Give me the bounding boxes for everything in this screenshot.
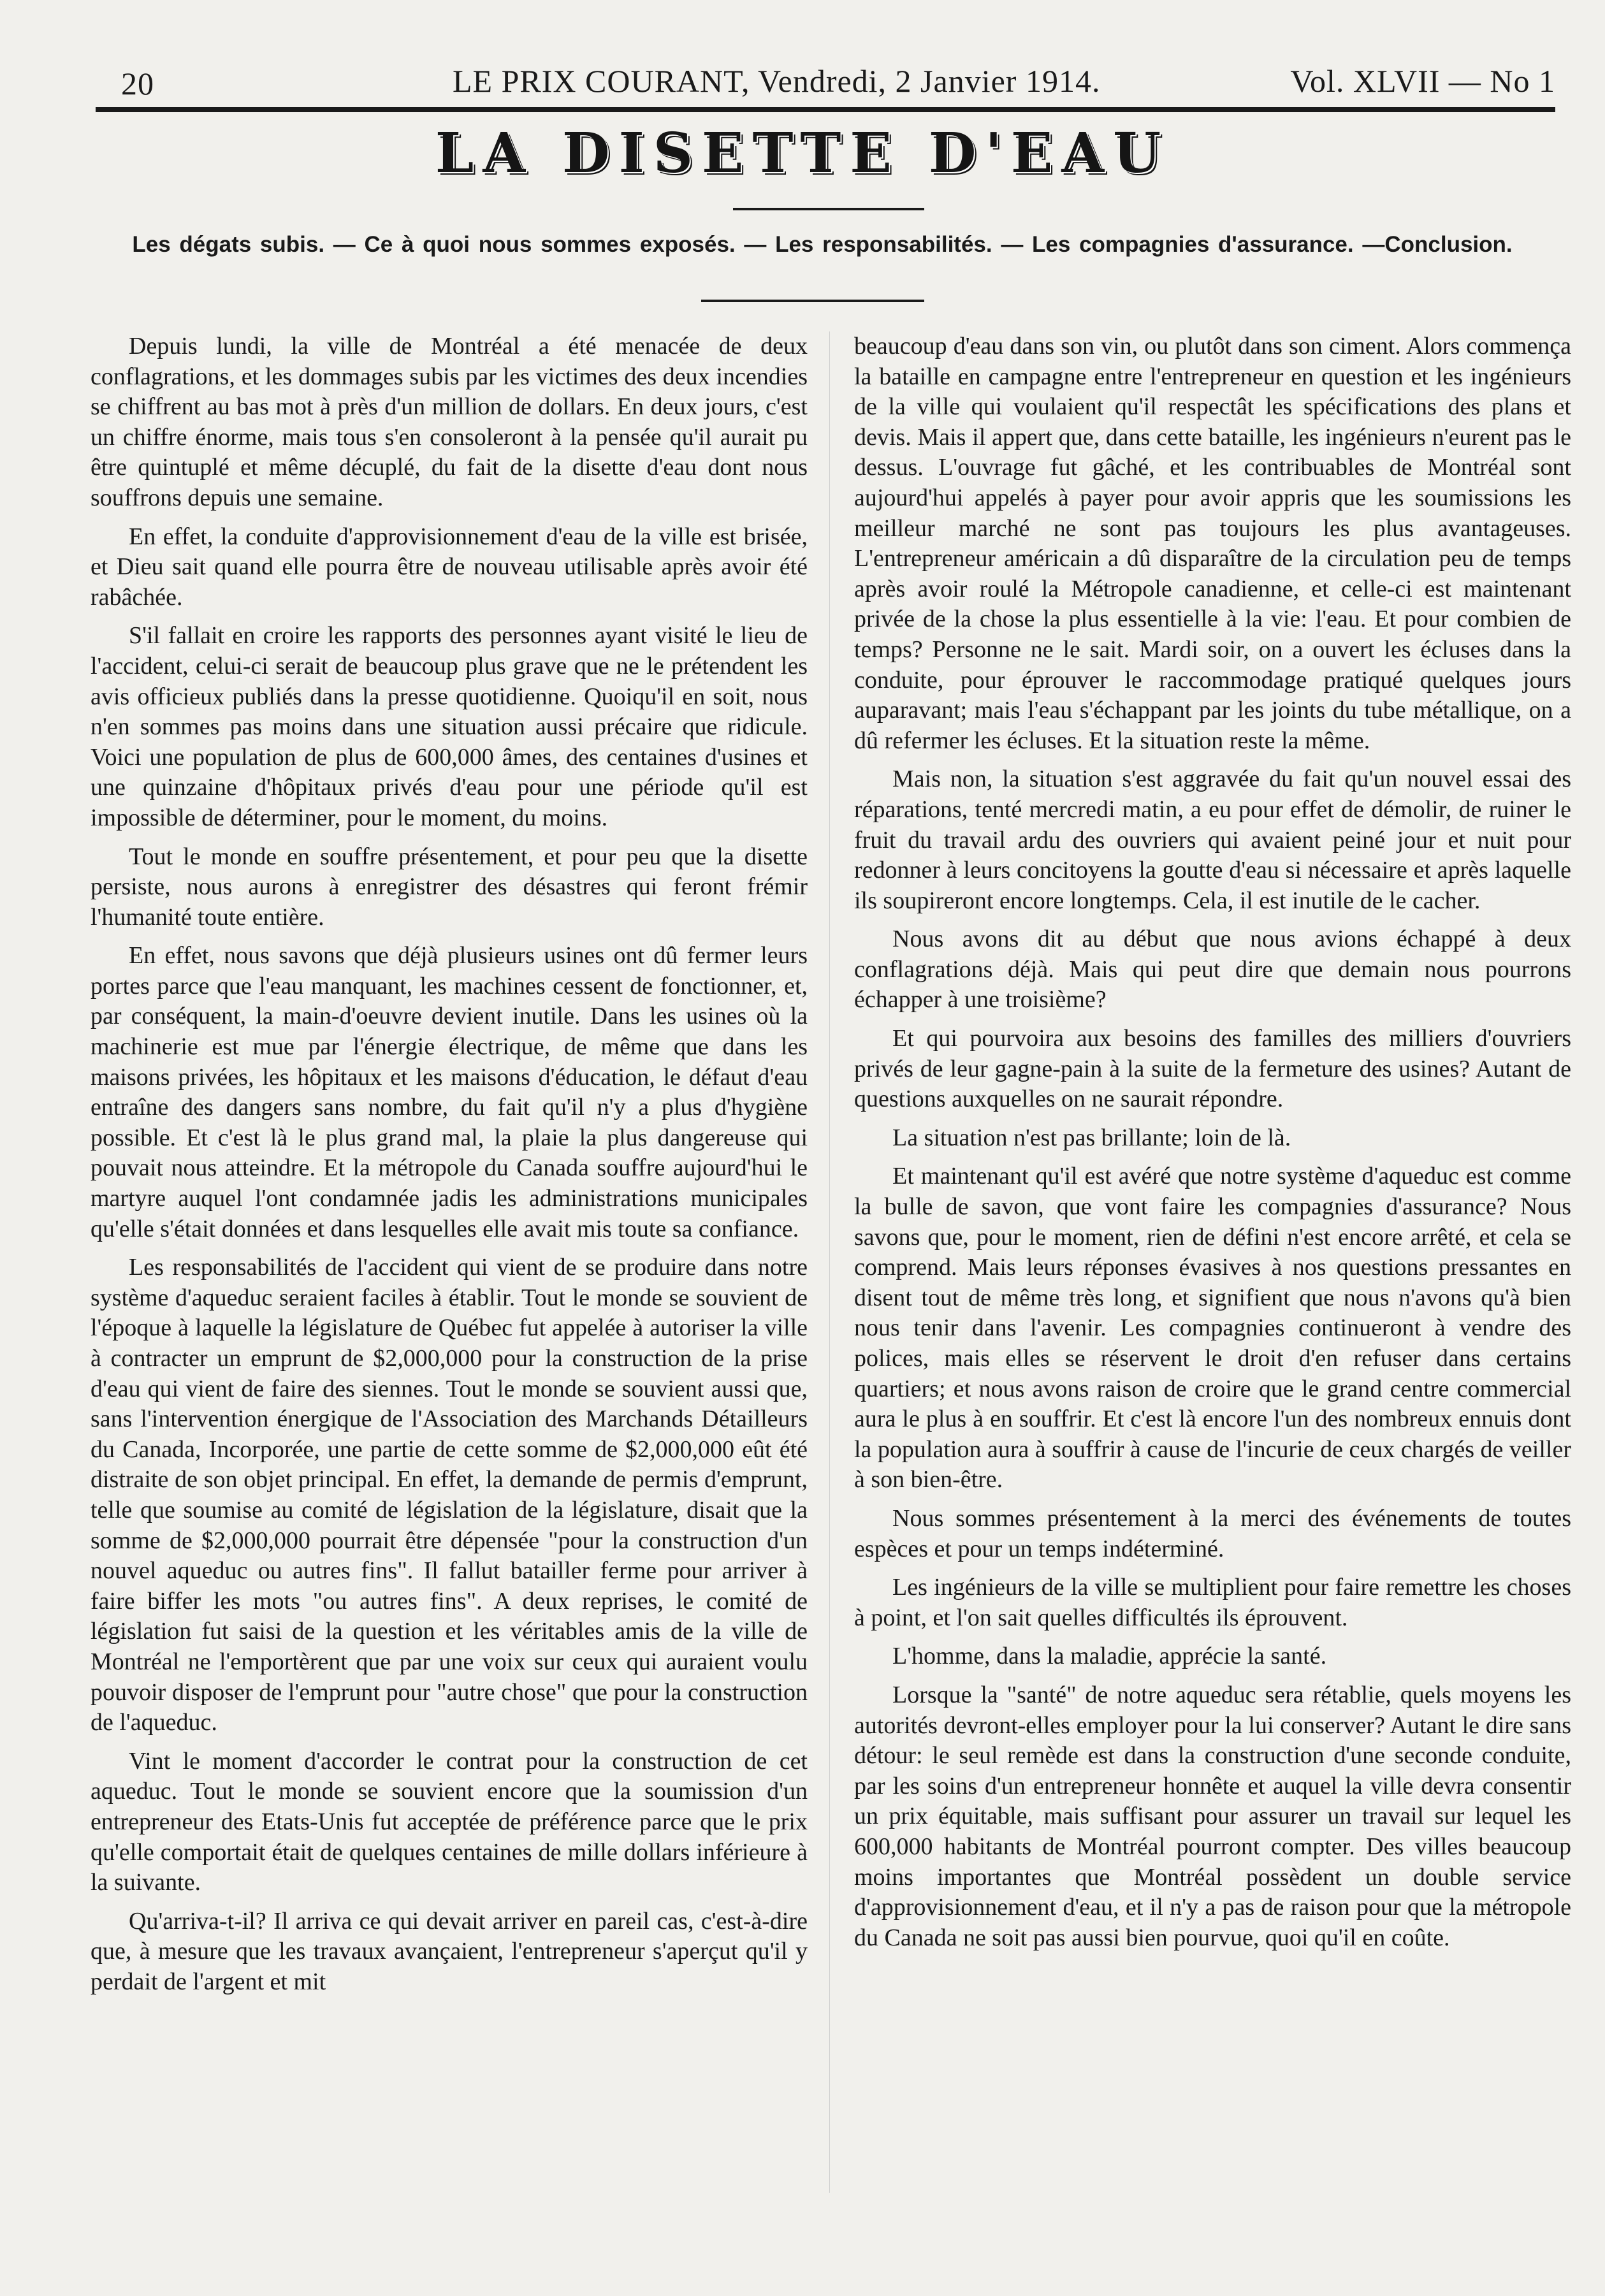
paragraph: La situation n'est pas brillante; loin de là. [892, 1124, 1291, 1151]
subtitle-rule [701, 300, 924, 302]
paragraph: En effet, nous savons que déjà plusieurs usines ont dû fermer leurs portes parce que l'eau manquant, les machines cessent de fonctionner, et, par conséquent, la main-d'oeuvre devient inutile. Dans les usines où la machinerie est mue par l'énergie électrique, de même que dans les maisons privées, les hôpitaux et les maisons d'éducation, le défaut d'eau entraîne des dangers sans nombre, du fait qu'il n'y a plus d'hygiène possible. Et c'est là le plus grand mal, la plaie la plus dangereuse qui pouvait nous atteindre. Et la métropole du Canada souffre aujourd'hui le martyre auquel l'ont condamnée jadis les administrations municipales qu'elle s'était données et dans lesquelles elle avait mis toute sa confiance. [91, 942, 808, 1242]
paragraph: beaucoup d'eau dans son vin, ou plutôt dans son ciment. Alors commença la bataille en campagne entre l'entrepreneur en question et les ingénieurs de la ville qui voulaient qu'il respectât les spécifications des plans et devis. Mais il appert que, dans cette bataille, les ingénieurs n'eurent pas le dessus. L'ouvrage fut gâché, et les contribuables de Montréal sont aujourd'hui appelés à payer pour avoir appris que les soumissions les meilleur marché ne sont pas toujours les plus avantageuses. L'entrepreneur américain a dû disparaître de la circulation peu de temps après avoir roulé la Métropole canadienne, et celle-ci est maintenant privée de la chose la plus essentielle à la vie: l'eau. Et pour combien de temps? Personne ne le sait. Mardi soir, on a ouvert les écluses dans la conduite, pour éprouver le raccommodage pratiqué quelques jours auparavant; mais l'eau s'échappant par les joints du tube métallique, on a dû refermer les écluses. Et la situation reste la même. [854, 333, 1571, 754]
title-rule [733, 208, 924, 210]
column-gutter [829, 331, 830, 2193]
page-number: 20 [121, 66, 154, 101]
paragraph: Vint le moment d'accorder le contrat pour la construction de cet aqueduc. Tout le monde se souvient encore que la soumission d'un entrepreneur des Etats-Unis fut acceptée de préférence parce que le prix qu'elle comportait était de quelques centaines de mille dollars inférieure à la suivante. [91, 1747, 808, 1896]
header-rule [96, 107, 1555, 112]
paragraph: Qu'arriva-t-il? Il arriva ce qui devait arriver en pareil cas, c'est-à-dire que, à mesure que les travaux avançaient, l'entrepreneur s'aperçut qu'il y perdait de l'argent et mit [91, 1907, 808, 1995]
paragraph: Nous sommes présentement à la merci des événements de toutes espèces et pour un temps indéterminé. [854, 1504, 1571, 1562]
paragraph: S'il fallait en croire les rapports des personnes ayant visité le lieu de l'accident, celui-ci serait de beaucoup plus grave que ne le prétendent les avis officieux publiés dans la presse quotidienne. Quoiqu'il en soit, nous n'en sommes pas moins dans une situation aussi précaire que ridicule. Voici une population de plus de 600,000 âmes, des centaines d'usines et une quinzaine d'hôpitaux privés d'eau pour une période qu'il est impossible de déterminer, pour le moment, du moins. [91, 622, 808, 831]
paragraph: Mais non, la situation s'est aggravée du fait qu'un nouvel essai des réparations, tenté mercredi matin, a eu pour effet de démolir, de ruiner le fruit du travail ardu des ouvriers qui avaient peiné jour et nuit pour redonner à leurs concitoyens la goutte d'eau si nécessaire et après laquelle ils soupireront encore longtemps. Cela, il est inutile de le cacher. [854, 766, 1571, 914]
page-header [96, 56, 1555, 107]
column-right [854, 331, 1571, 1953]
paragraph: En effet, la conduite d'approvisionnement d'eau de la ville est brisée, et Dieu sait quand elle pourra être de nouveau utilisable après avoir été rabâchée. [91, 523, 808, 611]
paragraph: Depuis lundi, la ville de Montréal a été menacée de deux conflagrations, et les dommages subis par les victimes des deux incendies se chiffrent au bas mot à près d'un million de dollars. En deux jours, c'est un chiffre énorme, mais tous s'en consoleront à la pensée qu'il aurait pu être quintuplé et même décuplé, du fait de la disette d'eau dont nous souffrons depuis une semaine. [91, 333, 808, 511]
paragraph: L'homme, dans la maladie, apprécie la santé. [892, 1643, 1327, 1670]
article-subtitle: Les dégats subis. — Ce à quoi nous sommes exposés. — Les responsabilités. — Les compagnies d'assurance. —Conclusion. [132, 232, 1513, 257]
paragraph: Les ingénieurs de la ville se multiplient pour faire remettre les choses à point, et l'on sait quelles difficultés ils éprouvent. [854, 1574, 1571, 1631]
volume-number: Vol. XLVII — No 1 [1290, 63, 1555, 99]
article-title: LA DISETTE D'EAU [435, 121, 1170, 185]
paragraph: Et maintenant qu'il est avéré que notre système d'aqueduc est comme la bulle de savon, que vont faire les compagnies d'assurance? Nous savons que, pour le moment, rien de défini n'est encore arrêté, et cela se comprend. Mais leurs réponses évasives à nos questions pressantes en disent tout de même très long, et signifient que nous n'avons qu'à bien nous tenir dans l'avenir. Les compagnies continueront à vendre des polices, mais elles se réservent le droit d'en refuser dans certains quartiers; et nous avons raison de croire que le grand centre commercial aura le plus à en souffrir. Et c'est là encore l'un des nombreux ennuis dont la population aura à souffrir à cause de l'incurie de ceux chargés de veiller à son bien-être. [854, 1163, 1571, 1493]
paragraph: Tout le monde en souffre présentement, et pour peu que la disette persiste, nous aurons à enregistrer des désastres qui feront frémir l'humanité toute entière. [91, 843, 808, 931]
paragraph: Nous avons dit au début que nous avions échappé à deux conflagrations déjà. Mais qui peut dire que demain nous pourrons échapper à une troisième? [854, 926, 1571, 1014]
column-left [91, 331, 808, 1997]
paragraph: Et qui pourvoira aux besoins des familles des milliers d'ouvriers privés de leur gagne-pain à la suite de la fermeture des usines? Autant de questions auxquelles on ne saurait répondre. [854, 1025, 1571, 1113]
masthead: LE PRIX COURANT, Vendredi, 2 Janvier 1914. [453, 63, 1101, 99]
paragraph: Les responsabilités de l'accident qui vient de se produire dans notre système d'aqueduc seraient faciles à établir. Tout le monde se souvient de l'époque à laquelle la législature de Québec fut appelée à autoriser la ville à contracter un emprunt de $2,000,000 pour la construction de la prise d'eau qui vient de faire des siennes. Tout le monde se souvient aussi que, sans l'intervention énergique de l'Association des Marchands Détailleurs du Canada, Incorporée, une partie de cette somme de $2,000,000 eût été distraite de son objet principal. En effet, la demande de permis d'emprunt, telle que soumise au comité de législation de la législature, disait que la somme de $2,000,000 pourrait être dépensée "pour la construction d'un nouvel aqueduc ou autres fins". Il fallut batailler ferme pour arriver à faire biffer les mots "ou autres fins". A deux reprises, le comité de législation fut saisi de la question et les véritables amis de la ville de Montréal ne l'emportèrent que par une voix sur ceux qui auraient voulu pouvoir disposer de l'emprunt pour "autre chose" que pour la construction de l'aqueduc. [91, 1254, 808, 1736]
paragraph: Lorsque la "santé" de notre aqueduc sera rétablie, quels moyens les autorités devront-elles employer pour la lui conserver? Autant le dire sans détour: le seul remède est dans la construction d'une seconde conduite, par les soins d'un entrepreneur honnête et auquel la ville devra consentir un prix équitable, mais suffisant pour assurer un travail sur lequel les 600,000 habitants de Montréal pourront compter. Des villes beaucoup moins importantes que Montréal possèdent un double service d'approvisionnement d'eau, et il n'y a pas de raison pour que la métropole du Canada ne soit pas aussi bien pourvue, quoi qu'il en coûte. [854, 1681, 1571, 1951]
